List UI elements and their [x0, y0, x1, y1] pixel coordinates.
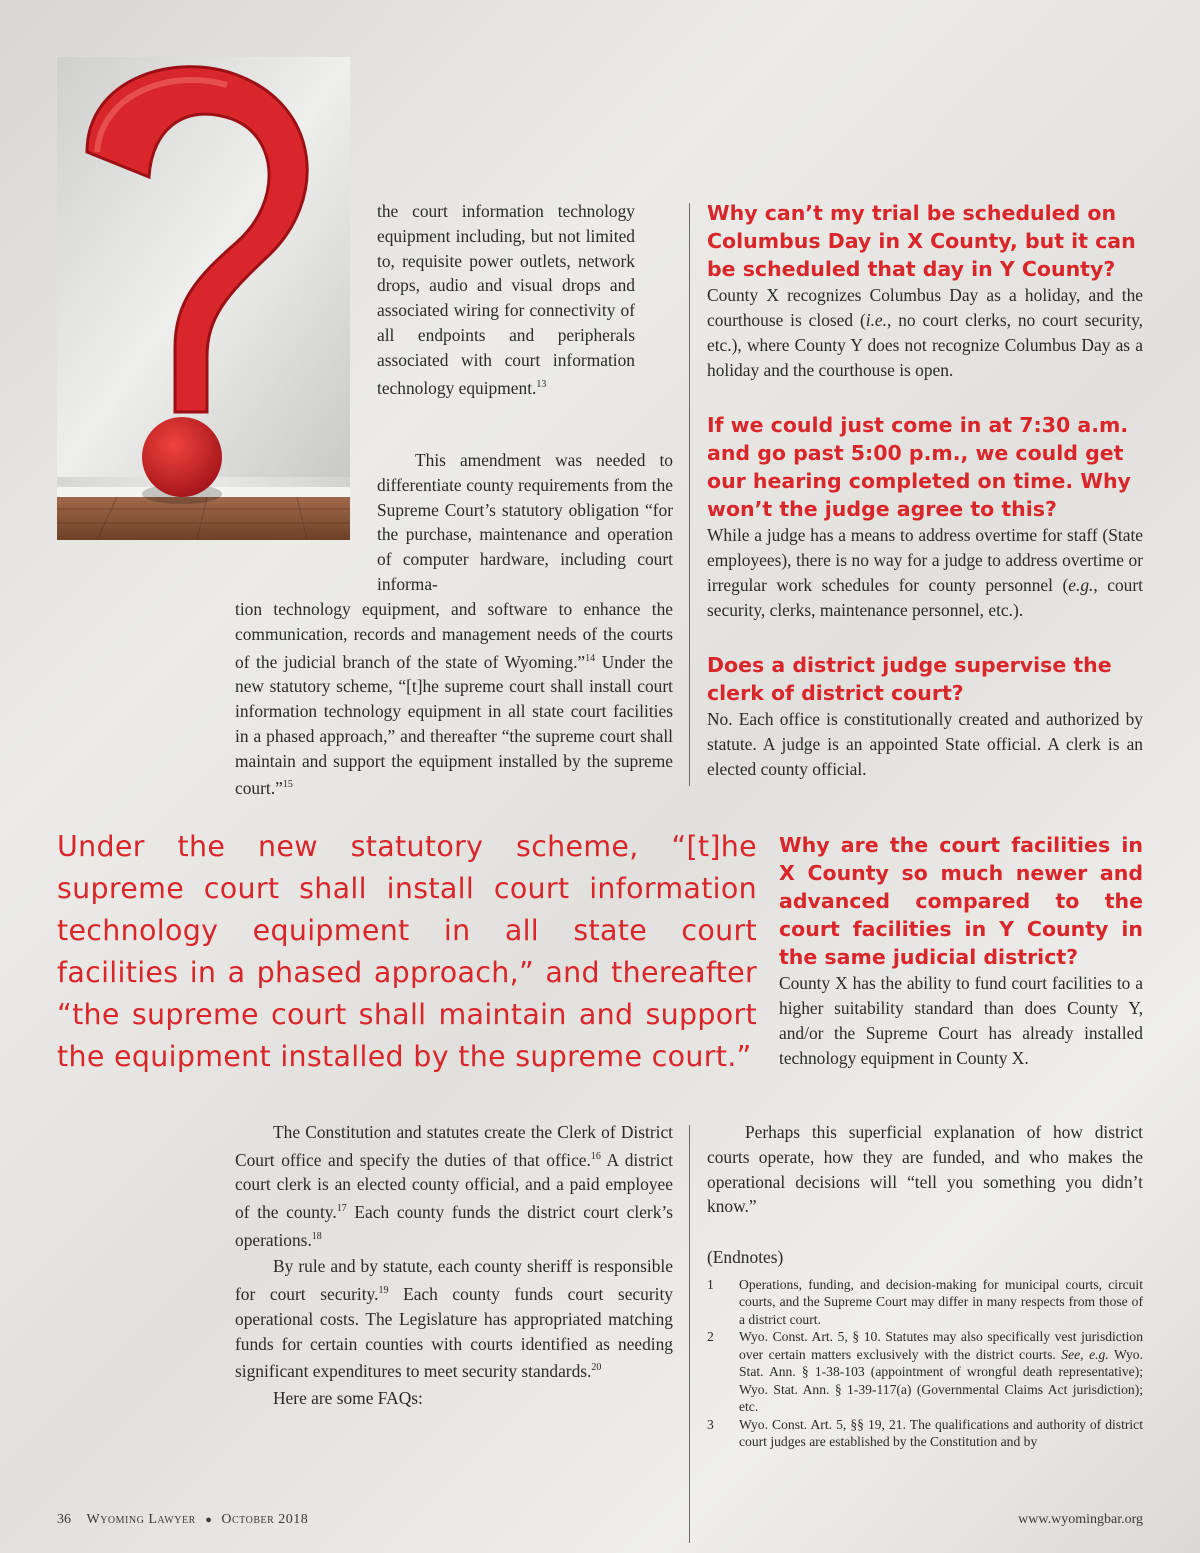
faq-item	[707, 199, 1143, 383]
paragraph-clerk: The Constitution and statutes create the Clerk of District Court office and specify the duties of that office.$^{16}$ A district court clerk is an elected county official, and a paid employee of the county.$^{17}$ Each county funds the district court clerk’s operations.$^{18}$	[235, 1122, 674, 1250]
faq-answer: While a judge has a means to address overtime for staff (State employees), there is no way for a judge to address overtime or irregular work schedules for county personnel (e.g., court security, clerks, maintenance personnel, etc.).	[707, 525, 1143, 620]
paragraph-faqs-intro: Here are some FAQs:	[273, 1387, 423, 1408]
endnotes-list	[707, 1276, 1143, 1451]
question-mark-icon	[57, 57, 350, 540]
endnote-item: 2 Wyo. Const. Art. 5, § 10. Statutes may also specifically vest jurisdiction over certain matters exclusively with the district courts. See, e.g. Wyo. Stat. Ann. § 1-38-103 (appointment of wrongful death representative); Wyo. Stat. Ann. § 1-39-117(a) (Governmental Claims Act jurisdiction); etc.	[707, 1329, 1144, 1415]
publication-name: Wyoming Lawyer	[86, 1512, 196, 1527]
faq-answer: County X recognizes Columbus Day as a holiday, and the courthouse is closed (i.e., no court clerks, no court security, etc.), where County Y does not recognize Columbus Day as a holiday and the courthouse is open.	[707, 285, 1143, 380]
pull-quote: Under the new statutory scheme, “[t]he supreme court shall install court information technology equipment in all state court facilities in a phased approach,” and thereafter “the supreme court shall maintain and support the equipment installed by the supreme court.”	[57, 830, 757, 1073]
paragraph-amendment-continued: tion technology equipment, and software to enhance the communication, records and management needs of the courts of the judicial branch of the state of Wyoming.”$^{14}$ Under the new statutory scheme, “[t]he supreme court shall install court information technology equipment in all state court facilities in a phased approach,” and thereafter “the supreme court shall maintain and support the equipment installed by the supreme court.”$^{15}$	[235, 599, 673, 799]
question-mark-photo	[57, 57, 350, 540]
faq-answer: No. Each office is constitutionally created and authorized by statute. A judge is an appointed State official. A clerk is an elected county official.	[707, 709, 1143, 779]
left-col-top-wrap	[377, 199, 635, 400]
faq-question: Why are the court facilities in X County so much newer and advanced compared to the court facilities in Y County in the same judicial district?	[779, 833, 1143, 969]
paragraph-amendment: This amendment was needed to differentiate county requirements from the Supreme Court’s statutory obligation “for the purchase, maintenance and operation of computer hardware, including court informa-	[377, 450, 673, 594]
faq-question: If we could just come in at 7:30 a.m. and go past 5:00 p.m., we could get our hearing completed on time. Why won’t the judge agree to this?	[707, 413, 1131, 521]
column-divider-bottom	[689, 1125, 690, 1543]
faq-item	[707, 651, 1143, 782]
left-col-bottom	[235, 1120, 673, 1411]
faq-question: Does a district judge supervise the clerk of district court?	[707, 653, 1112, 705]
faq-answer: County X has the ability to fund court facilities to a higher suitability standard than does County Y, and/or the Supreme Court has already installed technology equipment in County X.	[779, 973, 1143, 1068]
endnote-ref: 14	[585, 652, 596, 664]
endnote-item: 1 Operations, funding, and decision-making for municipal courts, circuit courts, and the Supreme Court may differ in many respects from those of a district court.	[707, 1276, 1143, 1327]
right-col-bottom	[707, 1120, 1143, 1451]
footer-left	[57, 1512, 308, 1528]
paragraph-security: By rule and by statute, each county sheriff is responsible for court security.$^{19}$ Each county funds court security operational costs. The Legislature has appropriated matching funds for certain counties with courts identified as needing significant expenditures to meet security standards.$^{20}$	[235, 1256, 673, 1382]
endnotes-heading: (Endnotes)	[707, 1247, 784, 1268]
endnote-ref: 15	[282, 779, 293, 791]
faq-question: Why can’t my trial be scheduled on Columbus Day in X County, but it can be scheduled that day in Y County?	[707, 201, 1136, 281]
page-number: 36	[57, 1512, 71, 1527]
faq-item	[779, 831, 1143, 1071]
footer-url: www.wyomingbar.org	[1018, 1512, 1143, 1527]
endnote-ref: 13	[536, 378, 547, 390]
column-divider-top	[689, 203, 690, 786]
paragraph-equipment: the court information technology equipment including, but not limited to, requisite power outlets, network drops, audio and visual drops and associated wiring for connectivity of all endpoints and peripherals associated with court information technology equipment.$^{13}$	[377, 201, 635, 398]
footer-bullet: ●	[205, 1514, 212, 1526]
issue-date: October 2018	[221, 1512, 309, 1527]
faq-column	[707, 199, 1143, 782]
endnote-item: 3 Wyo. Const. Art. 5, §§ 19, 21. The qualifications and authority of district court judges are established by the Constitution and by	[707, 1416, 1143, 1450]
faq-item	[707, 411, 1143, 623]
paragraph-conclusion: Perhaps this superficial explanation of how district courts operate, how they are funded, and who makes the operational decisions will “tell you something you didn’t know.”	[707, 1122, 1143, 1217]
